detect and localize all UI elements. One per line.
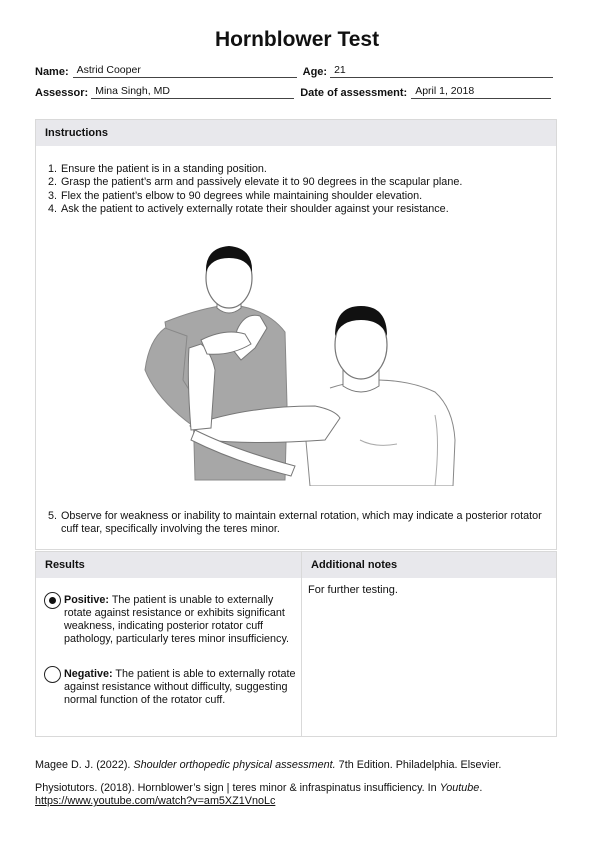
positive-option[interactable] [44, 594, 300, 646]
name-label: Name: [35, 66, 69, 78]
positive-label: Positive: [64, 594, 110, 606]
date-field[interactable]: April 1, 2018 [411, 85, 551, 99]
negative-radio[interactable] [44, 666, 61, 683]
list-item: 2. Grasp the patient’s arm and passively elevate it to 90 degrees in the scapular plane. [48, 176, 463, 189]
negative-label: Negative: [64, 668, 113, 680]
results-heading: Results [36, 552, 301, 578]
assessor-date-row [35, 85, 551, 99]
instruction-step-5: 5. Observe for weakness or inability to maintain external rotation, which may indicate a posterior rotator cuff tear, specifically involving the teres minor. [48, 510, 542, 535]
date-label: Date of assessment: [300, 87, 408, 99]
assessor-field[interactable]: Mina Singh, MD [91, 85, 294, 99]
reference-link[interactable]: https://www.youtube.com/watch?v=am5XZ1VnoLc [35, 795, 276, 807]
name-age-row [35, 64, 553, 78]
list-item: 3. Flex the patient’s elbow to 90 degrees while maintaining shoulder elevation. [48, 189, 423, 202]
positive-radio[interactable] [44, 592, 61, 609]
negative-option[interactable] [44, 668, 300, 707]
age-label: Age: [302, 66, 328, 78]
age-field[interactable]: 21 [330, 64, 553, 78]
hornblower-test-illustration [135, 240, 465, 486]
reference-2: Physiotutors. (2018). Hornblower’s sign | teres minor & infraspinatus insufficiency. In Youtube. https://www.youtube.com/watch?v=am5XZ1VnoLc [35, 782, 483, 807]
instructions-list [48, 163, 462, 217]
name-field[interactable]: Astrid Cooper [73, 64, 297, 78]
notes-column [302, 552, 556, 736]
notes-heading: Additional notes [302, 552, 556, 578]
positive-text: The patient is unable to externally rotate against resistance or exhibits significant weakness, indicating posterior rotator cuff pathology, particularly teres minor insufficiency. [64, 594, 290, 645]
results-section [35, 551, 557, 737]
results-column [36, 552, 302, 736]
notes-field[interactable]: For further testing. [308, 584, 398, 596]
page-title: Hornblower Test [214, 28, 380, 51]
assessor-label: Assessor: [35, 87, 89, 99]
instructions-heading: Instructions [36, 120, 556, 146]
reference-1: Magee D. J. (2022). Shoulder orthopedic physical assessment. 7th Edition. Philadelphia. Elsevier. [35, 759, 502, 771]
list-item: 4. Ask the patient to actively externally rotate their shoulder against your resistance. [48, 203, 449, 216]
list-item: 1. Ensure the patient is in a standing position. [48, 163, 267, 175]
negative-text: The patient is able to externally rotate against resistance without difficulty, suggesting normal function of the rotator cuff. [64, 668, 296, 706]
